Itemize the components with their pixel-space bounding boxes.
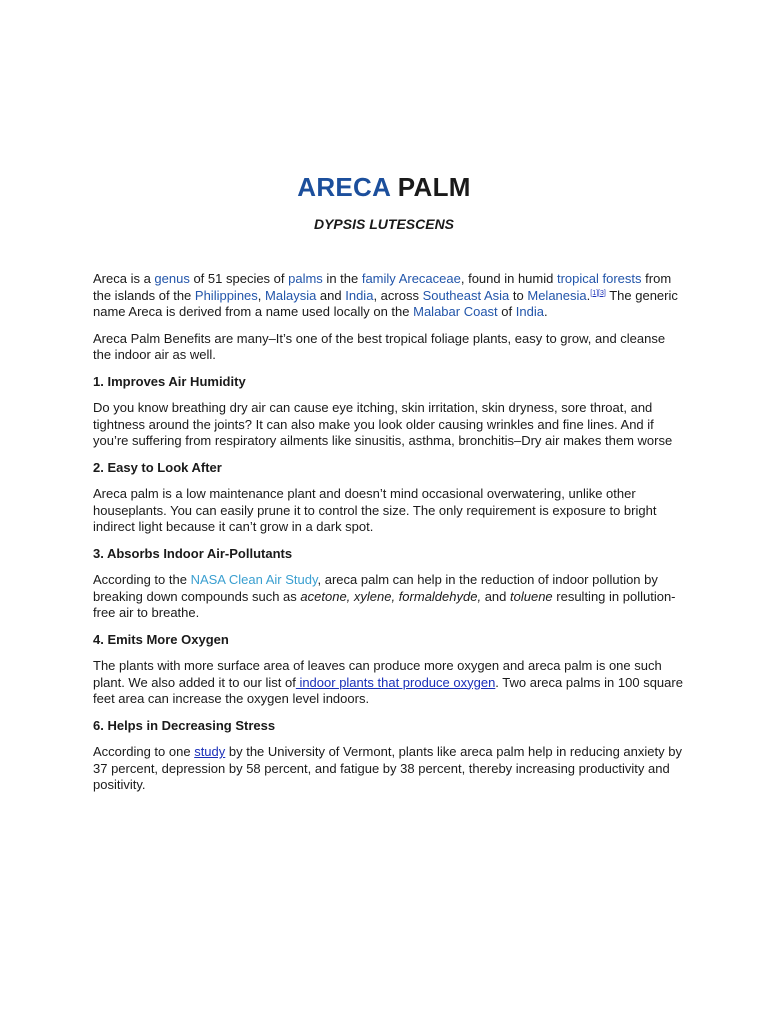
heading-improves-air-humidity: 1. Improves Air Humidity xyxy=(93,373,246,389)
link-india-2[interactable]: India xyxy=(515,304,544,319)
link-melanesia[interactable]: Melanesia xyxy=(527,287,587,303)
heading-emits-more-oxygen: 4. Emits More Oxygen xyxy=(93,631,229,647)
page-subtitle: DYPSIS LUTESCENS xyxy=(313,216,455,232)
text-emits-more-oxygen: The plants with more surface area of leaves can produce more oxygen and areca palm is one such plant. We also added it to our list of indoor plants that produce oxygen. Two areca palms in 100 square feet area can increase the oxygen level indoors. xyxy=(93,658,683,706)
link-palms[interactable]: palms xyxy=(288,271,323,286)
benefits-intro: Areca Palm Benefits are many–It’s one of the best tropical foliage plants, easy to grow, and cleanse the indoor air as well. xyxy=(93,330,666,362)
link-southeast-asia[interactable]: Southeast Asia xyxy=(422,287,510,303)
article-body xyxy=(93,271,683,804)
link-genus[interactable]: genus xyxy=(154,271,190,286)
link-family[interactable]: family xyxy=(361,271,396,286)
link-arecaceae[interactable]: Arecaceae xyxy=(398,271,461,286)
link-malaysia[interactable]: Malaysia xyxy=(265,287,317,303)
title-areca: ARECA xyxy=(297,172,391,202)
link-study[interactable]: study xyxy=(194,744,226,759)
heading-decreasing-stress: 6. Helps in Decreasing Stress xyxy=(93,717,276,733)
link-malabar-coast[interactable]: Malabar Coast xyxy=(413,304,498,319)
intro-paragraph: Areca is a genus of 51 species of palms in the family Arecaceae, found in humid tropical forests from the islands of the Philippines, Malaysia and India, across Southeast Asia to Melanesia.[1][3] The generic name Areca is derived from a name used locally on the Malabar Coast of India. xyxy=(93,271,678,319)
link-india[interactable]: India xyxy=(345,287,374,303)
title-palm: PALM xyxy=(397,172,471,202)
text-improves-air-humidity: Do you know breathing dry air can cause eye itching, skin irritation, skin dryness, sore throat, and tightness around the joints? It can also make you look older causing wrinkles and fine lines. And if you’re suffering from respiratory ailments like sinusitis, asthma, bronchitis–Dry air makes them worse xyxy=(93,400,673,448)
link-philippines[interactable]: Philippines xyxy=(194,287,258,303)
link-nasa-clean-air-study[interactable]: NASA Clean Air Study xyxy=(190,572,318,587)
heading-easy-to-look-after: 2. Easy to Look After xyxy=(93,459,222,475)
link-tropical-forests[interactable]: tropical forests xyxy=(556,271,642,286)
heading-absorbs-pollutants: 3. Absorbs Indoor Air-Pollutants xyxy=(93,545,293,561)
text-easy-to-look-after: Areca palm is a low maintenance plant and doesn’t mind occasional overwatering, unlike other houseplants. You can easily prune it to control the size. The only requirement is exposure to bright indirect light because it can’t grow in a dark spot. xyxy=(93,486,657,534)
page-title xyxy=(0,172,768,203)
text-decreasing-stress: According to one study by the University of Vermont, plants like areca palm help in reducing anxiety by 37 percent, depression by 58 percent, and fatigue by 38 percent, thereby increasing productivity and positivity. xyxy=(93,744,682,792)
text-absorbs-pollutants: According to the NASA Clean Air Study, areca palm can help in the reduction of indoor pollution by breaking down compounds such as acetone, xylene, formaldehyde, and toluene resulting in pollution-free air to breathe. xyxy=(93,572,676,620)
citation-ref xyxy=(590,290,606,297)
link-citation[interactable]: [1][3] xyxy=(590,289,606,297)
link-indoor-plants-oxygen[interactable]: indoor plants that produce oxygen xyxy=(295,674,496,690)
